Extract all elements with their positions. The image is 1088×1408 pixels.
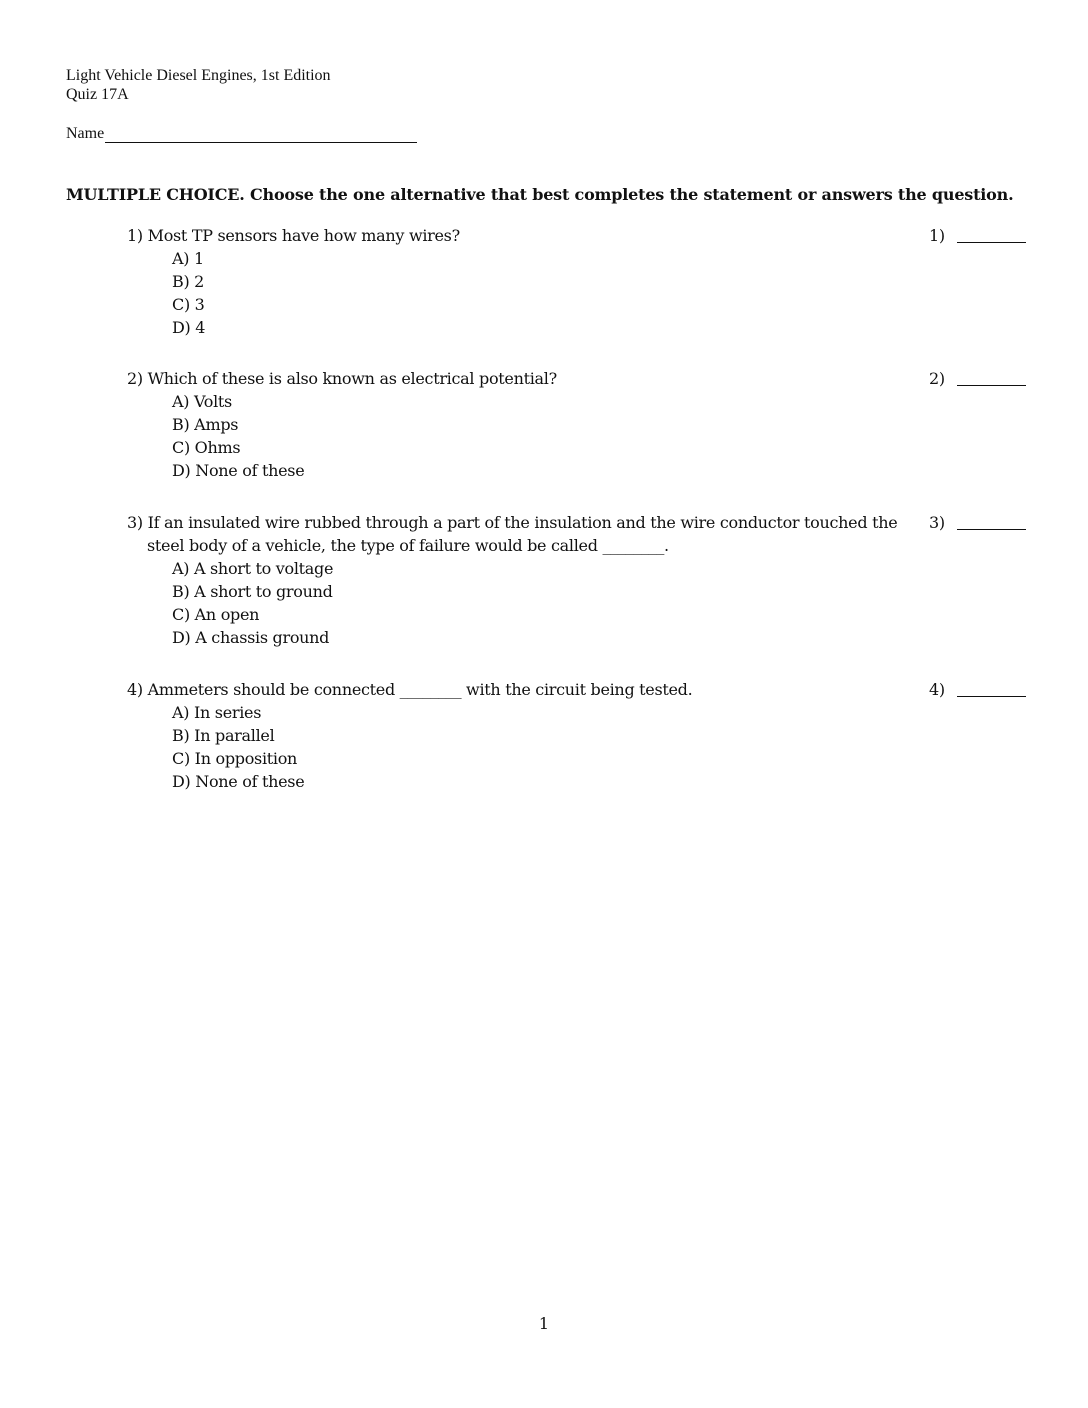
quiz-header [66, 66, 331, 104]
answer-number: 4) [929, 680, 945, 699]
name-field-row [66, 124, 417, 143]
option-d: D) A chassis ground [172, 628, 330, 647]
options-list [172, 247, 1017, 339]
options-list [172, 390, 1017, 482]
answer-slot [929, 511, 1026, 534]
option-d: D) None of these [172, 772, 305, 791]
question-2 [127, 367, 1017, 482]
option-c: C) Ohms [172, 438, 241, 457]
option-a: A) In series [172, 703, 262, 722]
answer-number: 3) [929, 513, 945, 532]
options-list [172, 557, 1017, 649]
book-title: Light Vehicle Diesel Engines, 1st Edition [66, 67, 331, 84]
answer-slot [929, 678, 1026, 701]
name-blank-line[interactable] [105, 124, 417, 143]
name-label: Name [66, 125, 105, 142]
option-b: B) A short to ground [172, 582, 333, 601]
option-c: C) An open [172, 605, 260, 624]
options-list [172, 701, 1017, 793]
option-d: D) None of these [172, 461, 305, 480]
answer-blank-line[interactable] [957, 228, 1026, 243]
answer-blank-line[interactable] [957, 515, 1026, 530]
option-b: B) 2 [172, 272, 205, 291]
option-c: C) 3 [172, 295, 205, 314]
answer-number: 2) [929, 369, 945, 388]
instructions: MULTIPLE CHOICE. Choose the one alternative that best completes the statement or answers the question. [66, 185, 1014, 204]
option-a: A) A short to voltage [172, 559, 334, 578]
question-3 [127, 511, 1017, 649]
quiz-title: Quiz 17A [66, 86, 129, 103]
option-d: D) 4 [172, 318, 206, 337]
answer-blank-line[interactable] [957, 682, 1026, 697]
question-text: 1) Most TP sensors have how many wires? [127, 226, 460, 245]
question-text: 3) If an insulated wire rubbed through a part of the insulation and the wire conductor touched the steel body of a vehicle, the type of failure would be called ________. [127, 513, 898, 555]
option-a: A) 1 [172, 249, 204, 268]
option-c: C) In opposition [172, 749, 298, 768]
question-4 [127, 678, 1017, 793]
answer-slot [929, 224, 1026, 247]
question-text: 4) Ammeters should be connected ________ with the circuit being tested. [127, 680, 693, 699]
option-a: A) Volts [172, 392, 232, 411]
question-text: 2) Which of these is also known as electrical potential? [127, 369, 557, 388]
answer-slot [929, 367, 1026, 390]
option-b: B) Amps [172, 415, 239, 434]
question-1 [127, 224, 1017, 339]
answer-blank-line[interactable] [957, 371, 1026, 386]
option-b: B) In parallel [172, 726, 275, 745]
answer-number: 1) [929, 226, 945, 245]
page-number: 1 [538, 1314, 550, 1333]
